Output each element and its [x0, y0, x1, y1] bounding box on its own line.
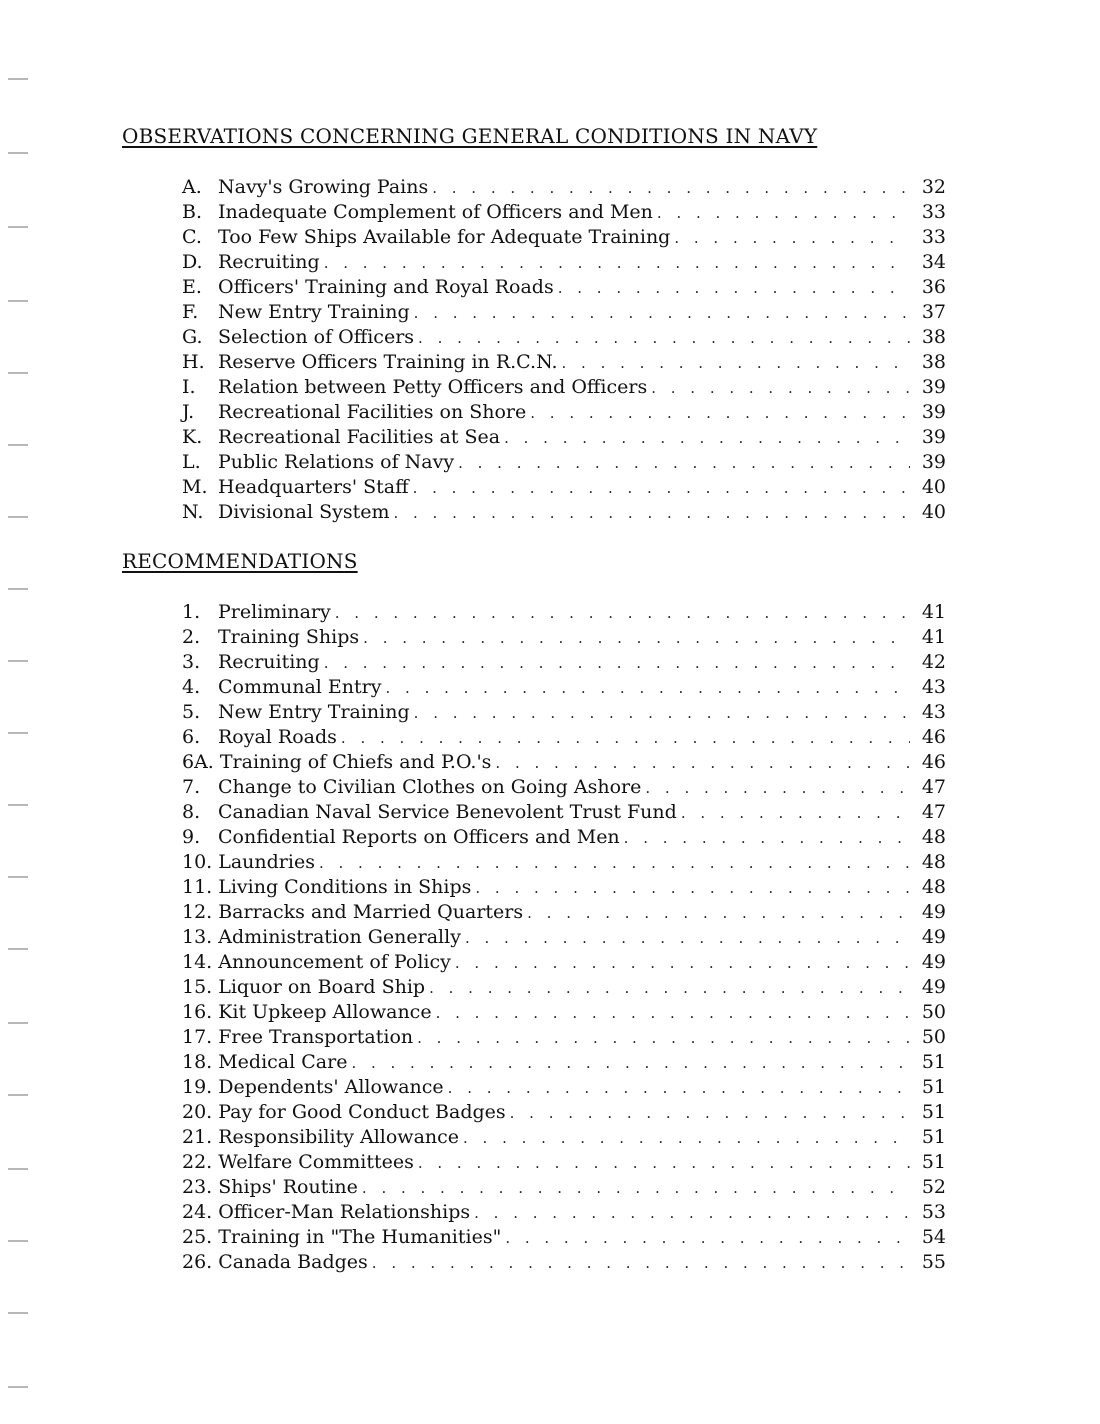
entry-label: I. [182, 376, 196, 398]
recommendations-heading: RECOMMENDATIONS [122, 549, 358, 573]
entry-title: Responsibility Allowance [218, 1126, 460, 1148]
entry-page-number: 39 [921, 376, 946, 398]
entry-label: 14. [182, 951, 213, 973]
entry-label: D. [182, 251, 203, 273]
entry-title: Officers' Training and Royal Roads [218, 276, 554, 298]
entry-label: 23. [182, 1176, 213, 1198]
binder-mark [8, 660, 28, 662]
dot-leader [495, 751, 910, 776]
toc-entry [182, 1125, 946, 1150]
dot-leader [651, 376, 910, 401]
entry-title: Canada Badges [218, 1251, 368, 1273]
toc-entry [182, 400, 946, 425]
entry-page-number: 37 [921, 301, 946, 323]
entry-label: 15. [182, 976, 213, 998]
toc-entry [182, 1250, 946, 1275]
entry-page-number: 39 [921, 451, 946, 473]
toc-entry [182, 1025, 946, 1050]
dot-leader [386, 676, 911, 701]
dot-leader [413, 476, 910, 501]
dot-leader [341, 726, 910, 751]
entry-title: Inadequate Complement of Officers and Men [218, 201, 653, 223]
recommendations-toc-list [182, 600, 946, 1275]
dot-leader [465, 926, 910, 951]
entry-page-number: 34 [921, 251, 946, 273]
dot-leader [474, 1201, 910, 1226]
entry-title: Training in "The Humanities" [218, 1226, 502, 1248]
entry-label: 3. [182, 651, 201, 673]
entry-label: F. [182, 301, 199, 323]
entry-title: Reserve Officers Training in R.C.N. [218, 351, 558, 373]
entry-title: Recreational Facilities at Sea [218, 426, 501, 448]
toc-entry [182, 300, 946, 325]
entry-title: Ships' Routine [218, 1176, 358, 1198]
entry-page-number: 51 [921, 1151, 946, 1173]
entry-label: 1. [182, 601, 201, 623]
entry-page-number: 51 [921, 1101, 946, 1123]
toc-entry [182, 800, 946, 825]
entry-title: Divisional System [218, 501, 390, 523]
toc-entry [182, 1175, 946, 1200]
dot-leader [562, 351, 910, 376]
binder-mark [8, 1240, 28, 1242]
entry-label: L. [182, 451, 201, 473]
entry-title: Headquarters' Staff [218, 476, 409, 498]
dot-leader [527, 901, 910, 926]
observations-heading: OBSERVATIONS CONCERNING GENERAL CONDITIONS IN NAVY [122, 124, 818, 148]
dot-leader [324, 651, 910, 676]
toc-entry [182, 1100, 946, 1125]
entry-title: Training Ships [218, 626, 360, 648]
entry-page-number: 48 [921, 826, 946, 848]
entry-label: 4. [182, 676, 201, 698]
dot-leader [393, 501, 910, 526]
toc-entry [182, 625, 946, 650]
binder-mark [8, 152, 28, 154]
toc-entry [182, 225, 946, 250]
toc-entry [182, 675, 946, 700]
entry-title: Too Few Ships Available for Adequate Training [218, 226, 671, 248]
toc-entry [182, 250, 946, 275]
dot-leader [418, 1151, 910, 1176]
dot-leader [432, 176, 910, 201]
observations-toc-list [182, 175, 946, 525]
entry-page-number: 49 [921, 926, 946, 948]
entry-label: E. [182, 276, 202, 298]
entry-page-number: 38 [921, 351, 946, 373]
toc-entry [182, 425, 946, 450]
binder-mark [8, 372, 28, 374]
entry-page-number: 46 [921, 726, 946, 748]
entry-title: New Entry Training [218, 301, 410, 323]
entry-page-number: 39 [921, 426, 946, 448]
entry-label: B. [182, 201, 203, 223]
entry-label: 25. [182, 1226, 213, 1248]
entry-title: Recreational Facilities on Shore [218, 401, 527, 423]
toc-entry [182, 850, 946, 875]
binder-mark [8, 1386, 28, 1388]
dot-leader [414, 701, 910, 726]
binder-mark [8, 300, 28, 302]
entry-page-number: 32 [921, 176, 946, 198]
dot-leader [335, 601, 910, 626]
dot-leader [463, 1126, 910, 1151]
toc-entry [182, 200, 946, 225]
entry-label: 22. [182, 1151, 213, 1173]
dot-leader [436, 1001, 910, 1026]
toc-entry [182, 500, 946, 525]
entry-label: 12. [182, 901, 213, 923]
entry-page-number: 46 [921, 751, 946, 773]
entry-page-number: 38 [921, 326, 946, 348]
entry-label: 10. [182, 851, 213, 873]
entry-label: 5. [182, 701, 201, 723]
toc-entry [182, 275, 946, 300]
entry-page-number: 54 [921, 1226, 946, 1248]
toc-entry [182, 1150, 946, 1175]
toc-entry [182, 725, 946, 750]
entry-label: 6A. [182, 751, 214, 773]
entry-page-number: 43 [921, 676, 946, 698]
dot-leader [458, 451, 910, 476]
dot-leader [505, 1226, 910, 1251]
entry-title: Pay for Good Conduct Badges [218, 1101, 506, 1123]
entry-page-number: 48 [921, 876, 946, 898]
entry-label: 26. [182, 1251, 213, 1273]
entry-label: 6. [182, 726, 201, 748]
entry-title: Royal Roads [218, 726, 337, 748]
entry-page-number: 43 [921, 701, 946, 723]
entry-page-number: 49 [921, 951, 946, 973]
entry-page-number: 51 [921, 1051, 946, 1073]
entry-label: G. [182, 326, 203, 348]
entry-label: A. [182, 176, 202, 198]
toc-entry [182, 950, 946, 975]
entry-label: N. [182, 501, 204, 523]
dot-leader [657, 201, 910, 226]
entry-title: Relation between Petty Officers and Officers [218, 376, 648, 398]
binder-mark [8, 226, 28, 228]
dot-leader [475, 876, 910, 901]
entry-title: Selection of Officers [218, 326, 415, 348]
binder-mark [8, 516, 28, 518]
entry-label: 17. [182, 1026, 213, 1048]
entry-label: 9. [182, 826, 201, 848]
entry-page-number: 36 [921, 276, 946, 298]
toc-entry [182, 750, 946, 775]
entry-page-number: 53 [921, 1201, 946, 1223]
entry-title: Free Transportation [218, 1026, 414, 1048]
entry-title: Dependents' Allowance [218, 1076, 444, 1098]
entry-title: Kit Upkeep Allowance [218, 1001, 432, 1023]
dot-leader [429, 976, 910, 1001]
entry-page-number: 49 [921, 976, 946, 998]
entry-page-number: 51 [921, 1126, 946, 1148]
binder-mark [8, 78, 28, 80]
binder-mark [8, 444, 28, 446]
entry-label: 21. [182, 1126, 213, 1148]
toc-entry [182, 450, 946, 475]
toc-entry [182, 350, 946, 375]
toc-entry [182, 475, 946, 500]
entry-title: Officer-Man Relationships [218, 1201, 471, 1223]
entry-title: Training of Chiefs and P.O.'s [219, 751, 492, 773]
toc-entry [182, 325, 946, 350]
toc-entry [182, 1000, 946, 1025]
entry-page-number: 41 [921, 601, 946, 623]
toc-entry [182, 1075, 946, 1100]
entry-title: New Entry Training [218, 701, 410, 723]
dot-leader [362, 1176, 910, 1201]
entry-page-number: 50 [921, 1001, 946, 1023]
toc-entry [182, 1050, 946, 1075]
dot-leader [414, 301, 910, 326]
binder-mark [8, 876, 28, 878]
entry-page-number: 49 [921, 901, 946, 923]
binder-mark [8, 1022, 28, 1024]
dot-leader [418, 326, 910, 351]
binder-mark [8, 1168, 28, 1170]
binder-mark [8, 948, 28, 950]
entry-page-number: 33 [921, 226, 946, 248]
dot-leader [351, 1051, 910, 1076]
dot-leader [324, 251, 910, 276]
toc-entry [182, 1225, 946, 1250]
entry-title: Canadian Naval Service Benevolent Trust Fund [218, 801, 677, 823]
entry-title: Public Relations of Navy [218, 451, 455, 473]
toc-entry [182, 825, 946, 850]
entry-page-number: 39 [921, 401, 946, 423]
entry-page-number: 50 [921, 1026, 946, 1048]
entry-title: Communal Entry [218, 676, 382, 698]
entry-title: Confidential Reports on Officers and Men [218, 826, 620, 848]
toc-entry [182, 600, 946, 625]
dot-leader [504, 426, 910, 451]
entry-label: H. [182, 351, 205, 373]
toc-entry [182, 375, 946, 400]
dot-leader [372, 1251, 910, 1276]
entry-page-number: 33 [921, 201, 946, 223]
entry-page-number: 42 [921, 651, 946, 673]
binder-mark [8, 588, 28, 590]
toc-entry [182, 175, 946, 200]
binder-mark [8, 804, 28, 806]
dot-leader [681, 801, 910, 826]
entry-title: Recruiting [218, 651, 320, 673]
entry-page-number: 40 [921, 476, 946, 498]
toc-entry [182, 650, 946, 675]
binder-mark [8, 732, 28, 734]
entry-title: Medical Care [218, 1051, 348, 1073]
entry-title: Preliminary [218, 601, 331, 623]
entry-title: Welfare Committees [218, 1151, 414, 1173]
toc-entry [182, 925, 946, 950]
entry-title: Administration Generally [218, 926, 461, 948]
entry-label: 2. [182, 626, 201, 648]
entry-title: Recruiting [218, 251, 320, 273]
dot-leader [674, 226, 910, 251]
dot-leader [448, 1076, 910, 1101]
entry-label: 8. [182, 801, 201, 823]
entry-label: 7. [182, 776, 201, 798]
entry-page-number: 47 [921, 776, 946, 798]
dot-leader [558, 276, 910, 301]
toc-entry [182, 700, 946, 725]
entry-label: 19. [182, 1076, 213, 1098]
entry-page-number: 48 [921, 851, 946, 873]
entry-title: Liquor on Board Ship [218, 976, 426, 998]
entry-title: Announcement of Policy [218, 951, 451, 973]
entry-title: Living Conditions in Ships [218, 876, 472, 898]
toc-entry [182, 1200, 946, 1225]
toc-entry [182, 875, 946, 900]
entry-title: Laundries [218, 851, 315, 873]
entry-title: Barracks and Married Quarters [218, 901, 524, 923]
entry-label: K. [182, 426, 203, 448]
dot-leader [455, 951, 910, 976]
dot-leader [319, 851, 910, 876]
dot-leader [624, 826, 910, 851]
binder-hole-marks [0, 0, 40, 1424]
toc-entry [182, 975, 946, 1000]
entry-label: C. [182, 226, 202, 248]
entry-label: 20. [182, 1101, 213, 1123]
entry-page-number: 40 [921, 501, 946, 523]
entry-title: Change to Civilian Clothes on Going Ashore [218, 776, 642, 798]
entry-label: 16. [182, 1001, 213, 1023]
dot-leader [510, 1101, 910, 1126]
entry-title: Navy's Growing Pains [218, 176, 429, 198]
toc-entry [182, 900, 946, 925]
entry-label: 13. [182, 926, 213, 948]
entry-label: M. [182, 476, 208, 498]
dot-leader [645, 776, 910, 801]
entry-label: 18. [182, 1051, 213, 1073]
dot-leader [363, 626, 910, 651]
entry-page-number: 55 [921, 1251, 946, 1273]
dot-leader [530, 401, 910, 426]
entry-page-number: 51 [921, 1076, 946, 1098]
entry-page-number: 52 [921, 1176, 946, 1198]
binder-mark [8, 1312, 28, 1314]
binder-mark [8, 1094, 28, 1096]
entry-page-number: 41 [921, 626, 946, 648]
entry-label: 24. [182, 1201, 213, 1223]
toc-entry [182, 775, 946, 800]
entry-page-number: 47 [921, 801, 946, 823]
entry-label: J. [182, 401, 195, 423]
entry-label: 11. [182, 876, 213, 898]
dot-leader [417, 1026, 910, 1051]
